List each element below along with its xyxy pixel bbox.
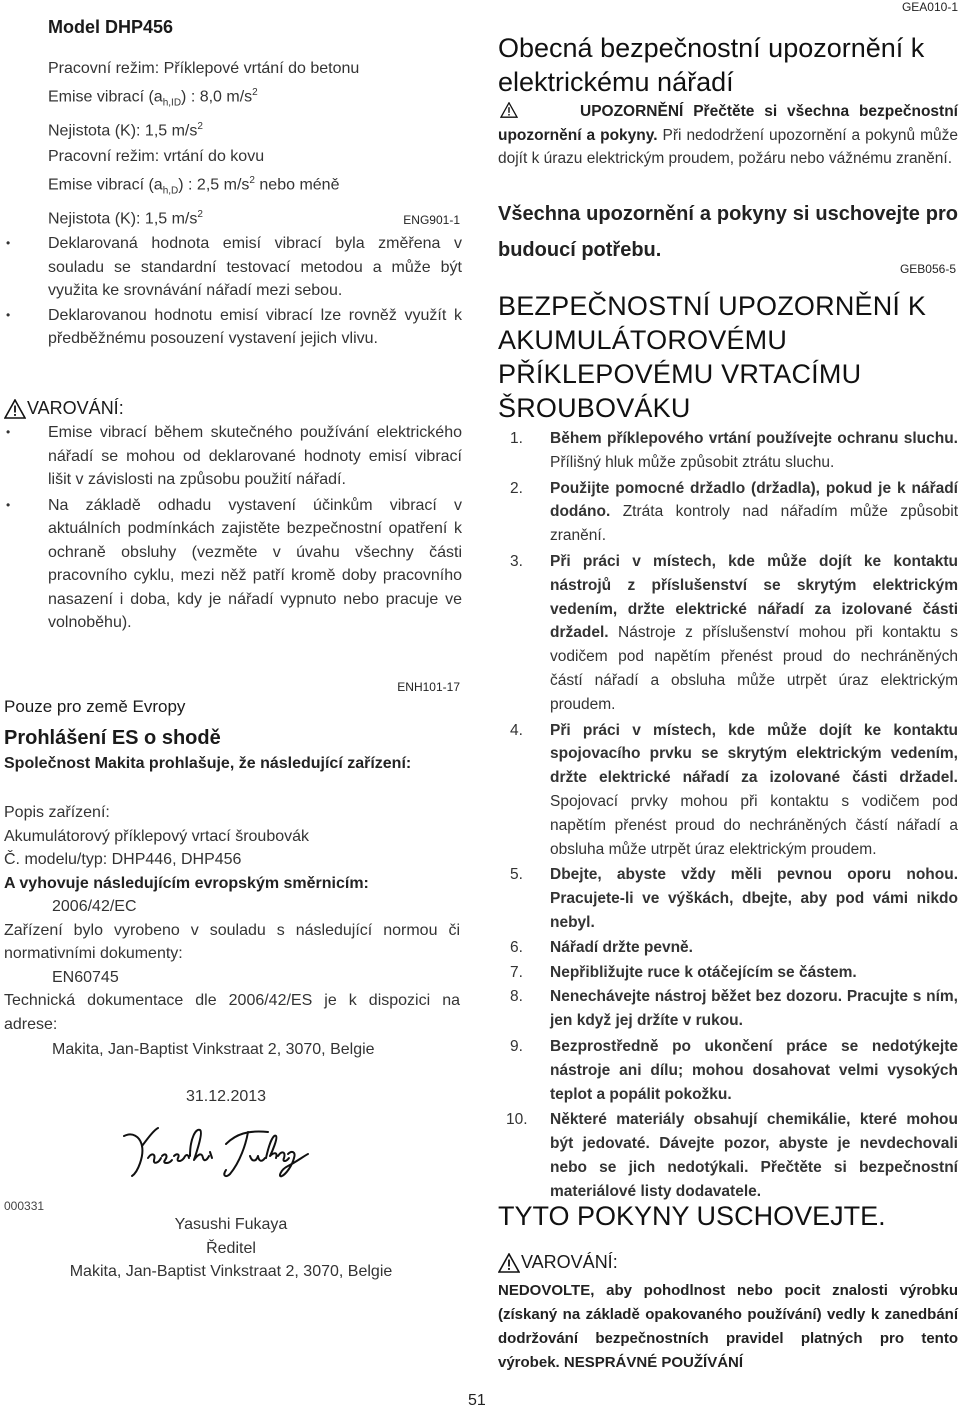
work-mode-line: Pracovní režim: Příklepové vrtání do betonu (48, 60, 360, 77)
keep-instructions-note: Všechna upozornění a pokyny si uschovejte pro budoucí potřebu. (498, 203, 958, 261)
signer-name: Yasushi Fukaya (174, 1216, 288, 1233)
document-code: 000331 (4, 1199, 45, 1213)
description-value: Akumulátorový příklepový vrtací šroubovák (4, 827, 310, 845)
warning-list (0, 421, 462, 635)
company-declaration: Společnost Makita prohlašuje, že následující zařízení: (4, 755, 412, 772)
signatory-block (0, 1213, 462, 1284)
warning-heading: VAROVÁNÍ: (4, 398, 124, 419)
rule-item-5: 5. Dbejte, abyste vždy měli pevnou oporu nohou. Pracujete-li ve výškách, dbejte, aby pod vámi nikdo nebyl. (510, 866, 958, 931)
bullet-item: • Deklarovanou hodnotu emisí vibrací lze rovněž využít k předběžnému posouzení vystavení jejich vlivu. (6, 306, 462, 347)
rule-item-8: 8. Nenechávejte nástroj běžet bez dozoru. Pracujte s ním, jen když jej držíte v rukou. (510, 988, 958, 1030)
bullet-item: • Emise vibrací během skutečného používání elektrického nářadí se mohou od deklarované hodnoty emisí vibrací lišit v závislosti na způsobu použití nářadí. (6, 424, 462, 488)
rule-item-1: 1. Během příklepového vrtání používejte ochranu sluchu. Přílišný hluk může způsobit ztrátu sluchu. (510, 430, 958, 471)
section-code: ENG901-1 (403, 213, 460, 227)
final-warning-text: NEDOVOLTE, aby pohodlnost nebo pocit znalosti výrobku (získaný na základě opakovaného používání) vedly k zanedbání dodržování bezpečnostních pravidel platných pro tento výrobek. NESPRÁVNÉ POUŽÍVÁNÍ (498, 1282, 958, 1371)
uncertainty-line: Nejistota (K): 1,5 $m/s^2$ (48, 120, 203, 139)
vibration-emission-line: Emise vibrací $(a_{h,D})$ : 2,5 $m/s^2$ nebo méně (48, 174, 340, 197)
directives-label: A vyhovuje následujícím evropským směrnicím: (4, 874, 369, 892)
signer-address: Makita, Jan-Baptist Vinkstraat 2, 3070, Belgie (69, 1263, 393, 1280)
rule-item-9: 9. Bezprostředně po ukončení práce se nedotýkejte nástroje ani dílu; mohou dosahovat velmi vysokých teplot a popálit pokožku. (510, 1037, 958, 1103)
warning-triangle-icon (4, 399, 26, 419)
rule-item-10: 10. Některé materiály obsahují chemikálie, které mohou být jedovaté. Dávejte pozor, abyste je nevdechovali nebo se jich nedotýkali. Přečtěte si bezpečnostní materiálové listy dodavatele. (506, 1111, 958, 1200)
tool-safety-title: BEZPEČNOSTNÍ UPOZORNĚNÍ K AKUMULÁTOROVÉMU PŘÍKLEPOVÉMU VRTACÍMU ŠROUBOVÁKU (498, 291, 927, 423)
uncertainty-line: Nejistota (K): 1,5 $m/s^2$ (48, 208, 203, 227)
warning-heading: VAROVÁNÍ: (498, 1252, 618, 1273)
page-number: 51 (468, 1392, 486, 1409)
safety-rules-list (498, 427, 958, 1204)
description-label: Popis zařízení: (4, 804, 110, 821)
caution-paragraph: UPOZORNĚNÍ Přečtěte si všechna bezpečnostní upozornění a pokyny. Při nedodržení upozornění a pokynů může dojít k úrazu elektrickým proudem, požáru nebo vážnému zranění. (498, 103, 958, 167)
europe-only-heading: Pouze pro země Evropy (4, 697, 186, 716)
vibration-block-2 (48, 145, 448, 230)
bullet-item: • Deklarovaná hodnota emisí vibrací byla změřena v souladu se standardní testovací metodou a může být využita ke srovnávání nářadí mezi sebou. (6, 235, 462, 299)
rule-item-4: 4. Při práci v místech, kde může dojít ke kontaktu spojovacího prvku se skrytým elektrickým vedením, držte elektrické nářadí za izolované části držadel. Spojovací prvky mohou při kontaktu s vodičem pod napětím přenést proud do nechráněných částí nářadí a obsluha může utrpět úraz elektrickým proudem. (510, 721, 958, 858)
section-code: GEA010-1 (901, 0, 958, 14)
vibration-emission-line: Emise vibrací $(a_{h,ID})$ : 8,0 $m/s^2$ (48, 86, 258, 109)
declared-value-list (0, 232, 462, 351)
standard-value: EN60745 (52, 968, 119, 986)
model-number: Č. modelu/typ: DHP446, DHP456 (4, 851, 242, 868)
work-mode-line: Pracovní režim: vrtání do kovu (48, 148, 265, 165)
rule-item-7: 7. Nepřibližujte ruce k otáčejícím se částem. (510, 963, 857, 981)
declaration-body (4, 801, 460, 1062)
section-code: GEB056-5 (899, 262, 956, 276)
standards-text: Zařízení bylo vyrobeno v souladu s následující normou či normativními dokumenty: (4, 921, 460, 962)
technical-documentation-text: Technická dokumentace dle 2006/42/ES je k dispozici na adrese: (4, 992, 460, 1033)
rule-item-2: 2. Použijte pomocné držadlo (držadla), pokud je k nářadí dodáno. Ztráta kontroly nad nářadím může způsobit zranění. (510, 479, 958, 545)
general-safety-title: Obecná bezpečnostní upozornění k elektrickému nářadí (498, 33, 925, 97)
bullet-item: • Na základě odhadu vystavení účinkům vibrací v aktuálních podmínkách zajistěte bezpečnostní opatření k ochraně obsluhy (vezměte v úvahu všechny části pracovního cyklu, mezi něž patří kromě doby pracovního nasazení i doba, kdy je nářadí vypnuto nebo pracuje ve volnoběhu). (6, 496, 462, 631)
warning-triangle-icon (500, 102, 518, 118)
signer-title: Ředitel (206, 1239, 256, 1257)
rule-item-6: 6. Nářadí držte pevně. (510, 938, 693, 956)
keep-instructions-heading: TYTO POKYNY USCHOVEJTE. (498, 1201, 886, 1231)
warning-triangle-icon (498, 1253, 520, 1273)
ec-declaration-title: Prohlášení ES o shodě (4, 727, 221, 749)
address: Makita, Jan-Baptist Vinkstraat 2, 3070, Belgie (52, 1041, 375, 1058)
model-heading: Model DHP456 (48, 17, 174, 37)
vibration-block-1 (48, 57, 448, 142)
directive-value: 2006/42/EC (52, 898, 137, 915)
rule-item-3: 3. Při práci v místech, kde může dojít ke kontaktu nástrojů z příslušenství se skrytým elektrickým vedením, držte elektrické nářadí za izolované části držadel. Nástroje z příslušenství mohou při kontaktu s vodičem pod napětím přenést proud do nechráněných částí nářadí a obsluha může utrpět úraz elektrickým proudem. (510, 552, 958, 713)
section-code: ENH101-17 (397, 680, 460, 694)
handwritten-signature (118, 1122, 338, 1184)
declaration-date: 31.12.2013 (186, 1088, 267, 1105)
